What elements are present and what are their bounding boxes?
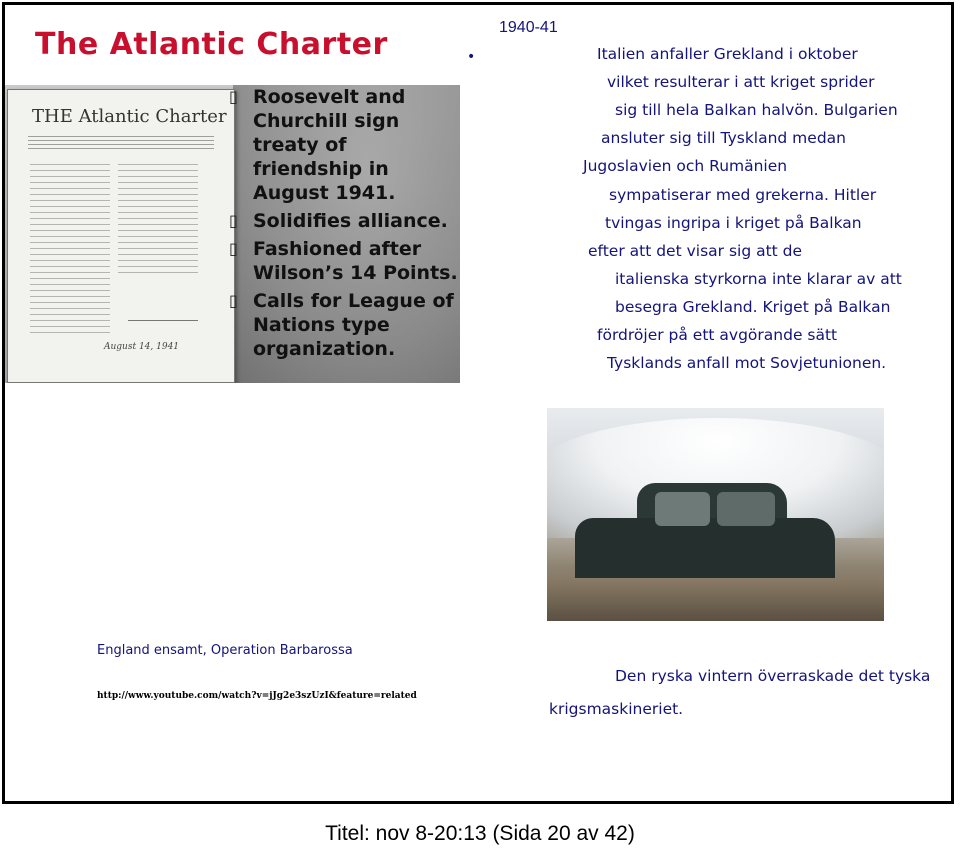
- document-intro-text: [28, 136, 214, 150]
- text-line: Tysklands anfall mot Sovjetunionen.: [607, 354, 887, 372]
- atlantic-charter-slide-image: [5, 7, 460, 383]
- bullet-marker-icon: ▯: [229, 239, 238, 258]
- page-footer: Titel: nov 8-20:13 (Sida 20 av 42): [325, 822, 635, 845]
- page-frame: [2, 2, 954, 804]
- text-line: efter att det visar sig att de: [588, 242, 803, 260]
- text-line: tvingas ingripa i kriget på Balkan: [605, 214, 862, 232]
- slide-bullet: ▯ Calls for League of Nations type organization.: [229, 290, 454, 360]
- slide-bullet: ▯ Roosevelt and Churchill sign treaty of friendship in August 1941.: [229, 86, 406, 204]
- text-line: sympatiserar med grekerna. Hitler: [609, 186, 877, 204]
- text-line: italienska styrkorna inte klarar av att: [615, 270, 902, 288]
- snow-covered-car-photo: [547, 408, 884, 621]
- text-line: fördröjer på ett avgörande sätt: [597, 326, 838, 344]
- video-link[interactable]: http://www.youtube.com/watch?v=jJg2e3szUzI&feature=related: [97, 691, 417, 701]
- text-line: sig till hela Balkan halvön. Bulgarien: [615, 101, 898, 119]
- text-line: Italien anfaller Grekland i oktober: [597, 45, 858, 63]
- slide-title: The Atlantic Charter: [35, 27, 388, 62]
- document-column-right: [118, 164, 198, 274]
- text-line: vilket resulterar i att kriget sprider: [607, 73, 875, 91]
- text-line: besegra Grekland. Kriget på Balkan: [615, 298, 891, 316]
- video-caption: England ensamt, Operation Barbarossa: [97, 643, 353, 658]
- photo-caption-line1: Den ryska vintern överraskade det tyska: [615, 667, 931, 685]
- slide-bullet-list: [229, 85, 459, 365]
- slide-bullet: ▯ Solidifies alliance.: [229, 210, 448, 232]
- document-date: August 14, 1941: [104, 342, 180, 352]
- year-heading: 1940-41: [499, 19, 558, 36]
- document-column-left: [30, 164, 110, 334]
- document-signatures: [128, 290, 198, 321]
- bullet-marker-icon: ▯: [229, 291, 238, 310]
- bullet-marker-icon: ▯: [229, 87, 238, 106]
- bullet-dot-icon: •: [467, 49, 476, 65]
- slide-bullet: ▯ Fashioned after Wilson’s 14 Points.: [229, 238, 458, 284]
- bullet-marker-icon: ▯: [229, 211, 238, 230]
- car-window: [655, 492, 710, 526]
- text-line: Jugoslavien och Rumänien: [583, 157, 788, 175]
- ground: [547, 578, 884, 621]
- car-window: [717, 492, 775, 526]
- document-title: THE Atlantic Charter: [32, 106, 227, 127]
- charter-document-photo: [7, 89, 235, 383]
- photo-caption-line2: krigsmaskineriet.: [549, 700, 684, 718]
- text-line: ansluter sig till Tyskland medan: [601, 129, 846, 147]
